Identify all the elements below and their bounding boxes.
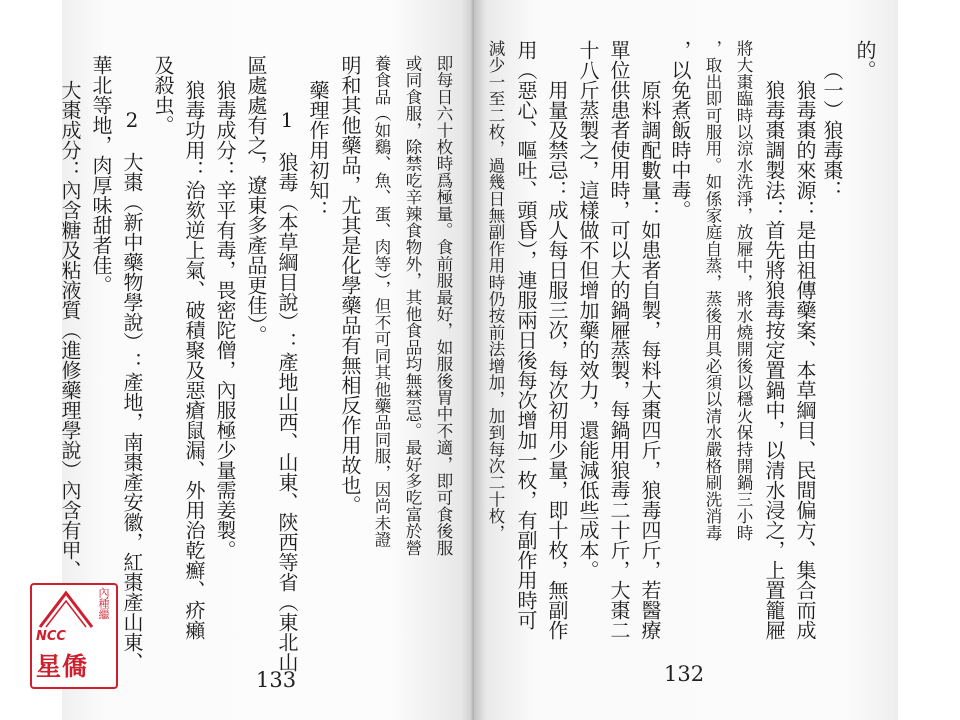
left-page: [58, 0, 474, 720]
right-text-column: 用（惡心、嘔吐、頭昏），連服兩日後每次增加一枚，有副作用時可: [514, 40, 538, 630]
right-text-column: 單位供患者使用時，可以大的鍋屜蒸製，每鍋用狼毒二十斤，大棗二: [607, 40, 631, 640]
right-text-column: 的。: [853, 40, 877, 80]
right-text-column: ，取出即可服用。如係家庭自蒸，蒸後用具必須以清水嚴格刷洗消毒: [703, 40, 722, 541]
left-text-column: 區處處有之，遼東多產品更佳）。: [244, 55, 268, 345]
left-text-column: 華北等地，肉厚味甜者佳。: [89, 55, 113, 295]
page-number-left: 133: [256, 668, 297, 692]
left-text-column: 即每日六十枚時爲極量。食前服最好，如服後胃中不適，即可食後服: [434, 55, 453, 556]
left-text-column: 或同食服，除禁吃辛辣食物外，其他食品均無禁忌。最好多吃富於營: [403, 55, 422, 556]
left-text-column: 藥理作用初知：: [306, 80, 330, 220]
right-text-column: 減少一至二枚，過幾日無副作用時仍按前法增加，加到每次二十枚，: [486, 40, 505, 541]
left-text-column: 大棗成分：內含糖及粘液質（進修藥理學說）內含有甲、: [58, 80, 82, 580]
right-text-column: （一）狼毒棗：: [820, 60, 844, 200]
right-text-column: 狼毒棗的來源：是由祖傳藥案、本草綱目、民間偏方、集合而成: [793, 80, 817, 640]
left-text-column: 狼毒功用：治欬逆上氣、破積聚及惡瘡鼠漏、外用治乾癬、疥癩: [182, 80, 206, 640]
left-text-column: 及殺虫。: [151, 55, 175, 135]
left-text-column: 明和其他藥品，尤其是化學藥品有無相反作用故也。: [338, 55, 362, 515]
watermark-latin: NCC: [36, 629, 66, 644]
right-text-column: 狼毒棗調製法：首先將狼毒按定置鍋中，以清水浸之，上置籠屜: [762, 80, 786, 640]
right-text-column: 十八斤蒸製之，這樣做不但增加藥的效力，還能減低些成本。: [576, 40, 600, 580]
right-text-column: ，以免煮飯時中毒。: [668, 40, 692, 220]
right-page: [474, 0, 898, 720]
watermark-logo: [30, 583, 118, 689]
left-text-column: 狼毒成分：辛平有毒，畏密陀僧，內服極少量需姜製。: [213, 80, 237, 560]
left-text-column: 2 大棗（新中藥物學說）：產地，南棗產安徽，紅棗產山東、: [120, 108, 144, 672]
watermark-side-text: 內種繼: [97, 587, 110, 620]
left-text-column: 1 狼毒（本草綱目說）：產地山西、山東、陝西等省（東北山: [275, 108, 299, 672]
watermark-main-text: 星僑: [36, 652, 89, 681]
page-number-right: 132: [664, 662, 705, 686]
right-text-column: 用量及禁忌：成人每日服三次，每次初用少量，即十枚，無副作: [545, 80, 569, 640]
right-text-column: 將大棗臨時以涼水洗淨，放屜中，將水燒開後以穩火保持開鍋三小時: [734, 40, 753, 541]
right-text-column: 原料調配數量：如患者自製，每料大棗四斤，狼毒四斤，若醫療: [638, 80, 662, 640]
left-text-column: 養食品（如鷄、魚、蛋、肉等），但不可同其他藥品同服，因尚未證: [372, 55, 391, 548]
